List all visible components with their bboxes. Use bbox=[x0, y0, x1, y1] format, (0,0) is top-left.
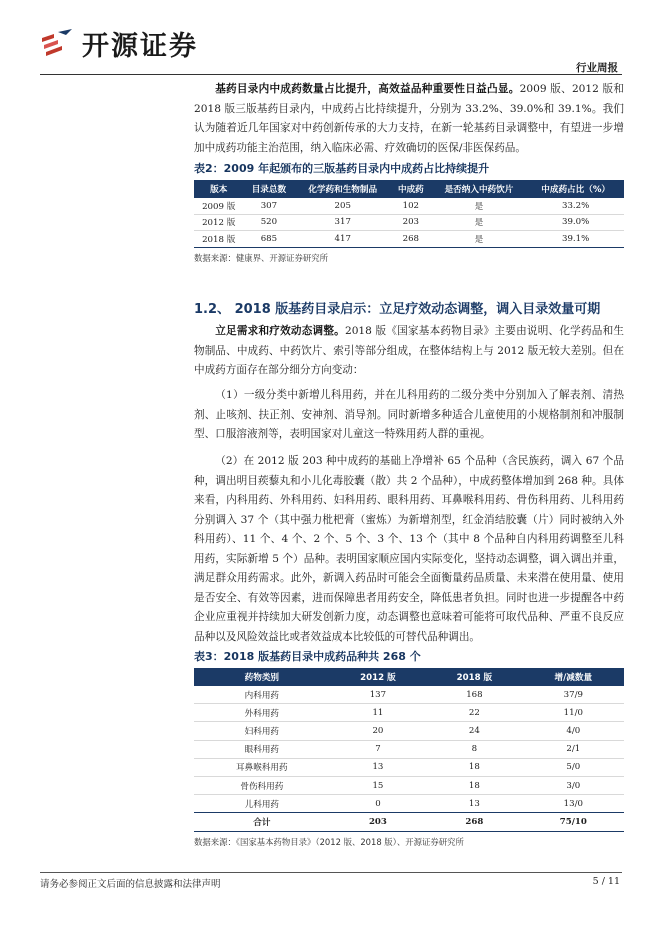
table3-source: 数据来源：《国家基本药物目录》（2012 版、2018 版）、开源证券研究所 bbox=[194, 836, 464, 847]
table3-header: 2012 版 bbox=[330, 668, 426, 686]
table3 bbox=[194, 668, 624, 832]
table-cell: 102 bbox=[402, 200, 420, 211]
table-cell: 417 bbox=[334, 233, 351, 244]
header-divider bbox=[40, 74, 622, 75]
table2-source: 数据来源：健康界、开源证券研究所 bbox=[194, 252, 328, 263]
table2-header: 中成药占比（%） bbox=[527, 180, 624, 198]
table-cell: 268 bbox=[426, 813, 522, 831]
table-cell: 3/0 bbox=[566, 780, 581, 791]
table-cell: 是 bbox=[474, 201, 484, 212]
paragraph: （1）一级分类中新增儿科用药，并在儿科用药的二级分类中分别加入了解表剂、清热剂、止咳剂、扶正剂、安神剂、消导剂。同时新增多种适合儿童使用的小规格制剂和冲服制型、口服溶液剂等，表明国家对儿童这一特殊用药人群的重视。 bbox=[194, 389, 624, 440]
table-cell: 2/1 bbox=[566, 744, 581, 755]
section-number: 1.2、 bbox=[194, 302, 231, 317]
table-cell: 18 bbox=[468, 762, 480, 773]
kaiyuan-logo-icon bbox=[40, 29, 74, 59]
table-cell: 合计 bbox=[194, 813, 330, 831]
table-cell: 20 bbox=[372, 725, 384, 736]
intro-paragraph-block bbox=[194, 80, 624, 158]
table-cell: 0 bbox=[375, 798, 381, 809]
table2-block bbox=[194, 160, 624, 264]
table-cell: 685 bbox=[260, 233, 278, 244]
table-row bbox=[194, 198, 624, 214]
table-cell: 203 bbox=[402, 217, 420, 228]
report-type-label: 行业周报 bbox=[576, 62, 618, 74]
page-number: 5 / 11 bbox=[592, 876, 620, 887]
table-cell: 耳鼻喉科用药 bbox=[236, 763, 288, 774]
table-cell: 39.0% bbox=[561, 217, 590, 228]
table-cell: 520 bbox=[260, 217, 278, 228]
table3-block bbox=[194, 648, 624, 848]
table3-header: 增/减数量 bbox=[523, 668, 624, 686]
para1-lead: 立足需求和疗效动态调整。 bbox=[215, 325, 345, 337]
table-cell: 11/0 bbox=[563, 707, 583, 718]
table-cell: 2018 版 bbox=[202, 234, 236, 245]
table-row bbox=[194, 722, 624, 740]
intro-paragraph bbox=[194, 80, 624, 158]
table-cell: 15 bbox=[372, 780, 384, 791]
para2-block bbox=[194, 386, 624, 445]
table-cell: 是 bbox=[474, 234, 484, 245]
table-cell: 2012 版 bbox=[202, 218, 236, 229]
table2-header: 是否纳入中药饮片 bbox=[431, 180, 528, 198]
company-logo bbox=[40, 24, 198, 63]
table-row bbox=[194, 795, 624, 813]
section-title: 2018 版基药目录启示：立足疗效动态调整，调入目录效量可期 bbox=[234, 302, 601, 317]
table-cell: 2009 版 bbox=[202, 201, 236, 212]
table-cell: 11 bbox=[372, 707, 384, 718]
table-row bbox=[194, 214, 624, 231]
table-cell: 妇科用药 bbox=[244, 726, 280, 737]
table-cell: 8 bbox=[471, 744, 478, 755]
table-cell: 307 bbox=[260, 200, 278, 211]
table-cell: 22 bbox=[468, 707, 480, 718]
footer-disclaimer: 请务必参阅正文后面的信息披露和法律声明 bbox=[40, 879, 221, 890]
table-cell: 骨伤科用药 bbox=[240, 781, 284, 792]
table-cell: 268 bbox=[402, 233, 420, 244]
table2-header: 目录总数 bbox=[243, 180, 294, 198]
table3-header: 2018 版 bbox=[426, 668, 522, 686]
table-cell: 外科用药 bbox=[244, 708, 280, 719]
table-cell: 13 bbox=[468, 798, 480, 809]
table-row bbox=[194, 740, 624, 758]
para1-block bbox=[194, 322, 624, 381]
table2-header: 版本 bbox=[194, 180, 243, 198]
table2-header-row bbox=[194, 180, 624, 198]
table-cell: 137 bbox=[369, 689, 387, 700]
table-cell: 内科用药 bbox=[244, 690, 280, 701]
table3-title: 表3：2018 版基药目录中成药品种共 268 个 bbox=[194, 650, 421, 663]
table-cell: 37/9 bbox=[563, 689, 583, 700]
table-cell: 203 bbox=[330, 813, 426, 831]
table-cell: 205 bbox=[334, 200, 351, 211]
table-cell: 13/0 bbox=[563, 798, 583, 809]
section-heading bbox=[194, 298, 600, 317]
table-cell: 317 bbox=[334, 217, 351, 228]
table-cell: 18 bbox=[468, 780, 480, 791]
paragraph bbox=[194, 322, 624, 381]
table-cell: 眼科用药 bbox=[244, 745, 280, 756]
table3-header: 药物类别 bbox=[194, 668, 330, 686]
intro-text: 2009 版、2012 版和 2018 版三版基药目录内，中成药占比持续提升，分别为 33.2%、39.0%和 39.1%。我们认为随着近几年国家对中药创新传承的大力支持，在新一轮基药目录调整中，有望进一步增加中成药功能主治范围，纳入临床必需、疗效确切的医保/非医保药品。 bbox=[194, 83, 625, 154]
table-cell: 39.1% bbox=[561, 233, 590, 244]
table-row bbox=[194, 686, 624, 704]
table2-header: 中成药 bbox=[391, 180, 431, 198]
table2 bbox=[194, 180, 624, 248]
table-cell: 75/10 bbox=[523, 813, 624, 831]
table-cell: 168 bbox=[466, 689, 483, 700]
logo-text: 开源证券 bbox=[82, 31, 198, 62]
page-header bbox=[0, 0, 662, 74]
para1-text: 2018 版《国家基本药物目录》主要由说明、化学药品和生物制品、中成药、中药饮片、索引等部分组成，在整体结构上与 2012 版无较大差别。但在中成药方面存在部分细分方向变动： bbox=[194, 325, 624, 376]
table2-header: 化学药和生物制品 bbox=[294, 180, 391, 198]
table-cell: 4/0 bbox=[566, 725, 581, 736]
table-row bbox=[194, 776, 624, 794]
table-total-row bbox=[194, 813, 624, 831]
table-cell: 13 bbox=[372, 762, 384, 773]
paragraph: （2）在 2012 版 203 种中成药的基础上净增补 65 个品种（含民族药，调入 67 个品种，调出明目蒺藜丸和小儿化毒胶囊（散）共 2 个品种），中成药整体增加到 268 种。具体来看，内科用药、外科用药、妇科用药、眼科用药、耳鼻喉科用药、骨伤科用药、儿科用药分别调入 37 个（其中强力枇杷膏（蜜炼）为新增剂型，红金消结胶囊（片）同时被纳入外科用药）、11 个、4 个、2 个、5 个、3 个、13 个（其中 8 个品种自内科用药调整至儿科用药，实际新增 5 个）品种。表明国家顺应国内实际变化，坚持动态调整，调入调出并重，满足群众用药需求。此外，新调入药品时可能会全面衡量药品质量、未来潜在使用量、使用是否安全、有效等因素，进而保障患者用药安全，降低患者负担。同时也进一步提醒各中药企业应重视并持续加大研发创新力度，动态调整也意味着可能将可取代品种、严重不良反应品种以及风险效益比或者效益成本比较低的可替代品种调出。 bbox=[194, 455, 624, 643]
table-cell: 是 bbox=[474, 218, 484, 229]
intro-lead: 基药目录内中成药数量占比提升，高效益品种重要性日益凸显。 bbox=[215, 83, 520, 95]
table-cell: 33.2% bbox=[561, 200, 590, 211]
table-cell: 5/0 bbox=[566, 762, 581, 773]
footer-divider bbox=[40, 872, 622, 873]
table-row bbox=[194, 231, 624, 248]
table3-header-row bbox=[194, 668, 624, 686]
table-cell: 24 bbox=[468, 725, 480, 736]
table-row bbox=[194, 758, 624, 776]
table-row bbox=[194, 704, 624, 722]
table-cell: 7 bbox=[375, 744, 381, 755]
table2-title: 表2：2009 年起颁布的三版基药目录内中成药占比持续提升 bbox=[194, 162, 490, 175]
table-cell: 儿科用药 bbox=[244, 799, 280, 810]
para3-block bbox=[194, 452, 624, 647]
